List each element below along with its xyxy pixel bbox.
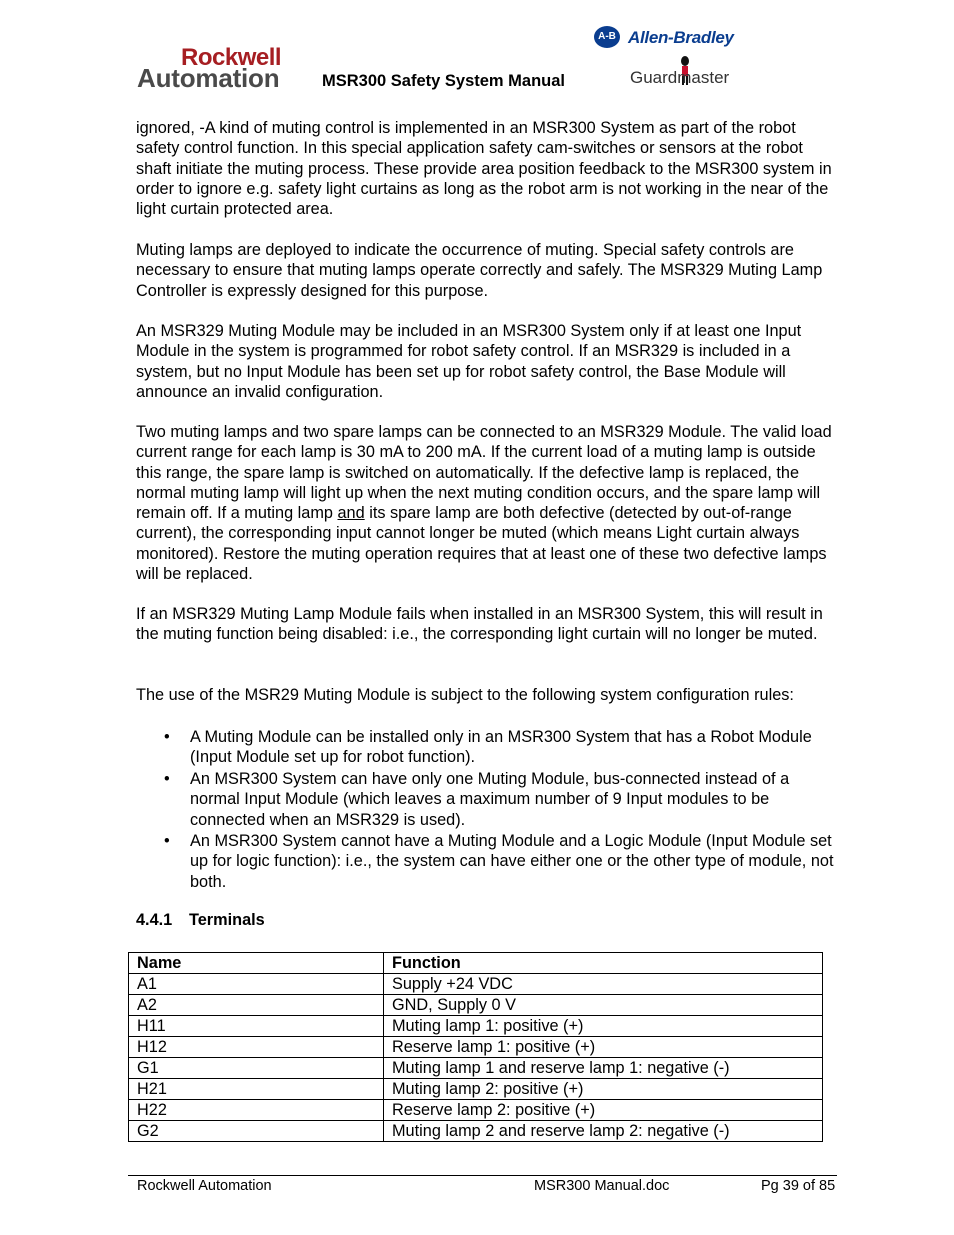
brand-line2: Automation [137,63,280,93]
table-row [129,1058,823,1079]
list-item-text: An MSR300 System can have only one Muting Module, bus-connected instead of a normal Input Module (which leaves a maximum number of 9 Input modules to be connected when an MSR329 is used). [190,769,790,829]
terminal-function: GND, Supply 0 V [384,995,823,1016]
terminals-table [128,952,823,1142]
terminal-function: Reserve lamp 1: positive (+) [384,1037,823,1058]
paragraph-config-rules: The use of the MSR29 Muting Module is subject to the following system configuration rules: [136,686,794,704]
ab-badge-icon: A-B [594,26,620,48]
allen-bradley-logo [594,26,744,50]
terminal-function: Muting lamp 2: positive (+) [384,1079,823,1100]
table-row [129,1100,823,1121]
paragraph-lamp-current [136,422,841,584]
brand-line1: Rockwell [181,44,282,71]
terminal-name: A1 [129,974,384,995]
table-row [129,1037,823,1058]
header-function: Function [384,953,823,974]
table-row [129,1121,823,1142]
list-item [136,831,841,892]
terminal-name: H12 [129,1037,384,1058]
terminal-name: G2 [129,1121,384,1142]
paragraph-muting-robot: ignored, -A kind of muting control is implemented in an MSR300 System as part of the robot safety control function. In this special application safety cam-switches or sensors at the robot shaft initiate the muting process. These provide area position feedback to the MSR300 system in order to ignore e.g. safety light curtains as long as the robot arm is not working in the near of the light curtain protected area. [136,119,832,219]
terminal-function: Reserve lamp 2: positive (+) [384,1100,823,1121]
list-item [136,727,841,768]
terminal-function: Muting lamp 1: positive (+) [384,1016,823,1037]
section-title: Terminals [189,911,265,929]
bullet-icon: • [164,769,170,788]
paragraph-module-failure: If an MSR329 Muting Lamp Module fails when installed in an MSR300 System, this will result in the muting function being disabled: i.e., the corresponding light curtain will no longer be muted. [136,605,823,644]
table-header-row [129,953,823,974]
paragraph-lamp-current-part1: Two muting lamps and two spare lamps can be connected to an MSR329 Module. The valid load current range for each lamp is 30 mA to 200 mA. If the current load of a muting lamp is outside this range, the spare lamp is switched on automatically. If the defective lamp is replaced, the normal muting lamp will light up when the next muting condition occurs, and the spare lamp will remain off. If a muting lamp [136,423,832,523]
paragraph-msr329-inclusion: An MSR329 Muting Module may be included in an MSR300 System only if at least one Input Module in the system is programmed for robot safety control. If an MSR329 is included in a system, but no Input Module has been set up for robot safety control, the Base Module will announce an invalid configuration. [136,322,802,401]
list-item-text: An MSR300 System cannot have a Muting Module and a Logic Module (Input Module set up for logic function): i.e., the system can have either one or the other type of module, not both. [190,831,834,891]
ab-brand-name: Allen-Bradley [628,28,734,47]
list-item-text: A Muting Module can be installed only in an MSR300 System that has a Robot Module (Input Module set up for robot function). [190,728,812,767]
section-number: 4.4.1 [136,911,173,929]
list-item [136,769,841,830]
terminal-function: Muting lamp 2 and reserve lamp 2: negative (-) [384,1121,823,1142]
header-name: Name [129,953,384,974]
guardmaster-logo [630,56,745,92]
bullet-icon: • [164,831,170,850]
underlined-and: and [337,504,365,523]
paragraph-muting-lamps: Muting lamps are deployed to indicate the occurrence of muting. Special safety controls are necessary to ensure that muting lamps operate correctly and safely. The MSR329 Muting Lamp Controller is expressly designed for this purpose. [136,241,823,300]
document-title: MSR300 Safety System Manual [322,72,566,90]
footer-divider [128,1175,837,1176]
terminal-name: H21 [129,1079,384,1100]
table-row [129,1079,823,1100]
terminal-name: H11 [129,1016,384,1037]
footer-filename: MSR300 Manual.doc [534,1178,670,1194]
terminal-function: Supply +24 VDC [384,974,823,995]
terminal-name: G1 [129,1058,384,1079]
bullet-icon: • [164,728,170,746]
table-row [129,974,823,995]
terminal-name: H22 [129,1100,384,1121]
terminal-name: A2 [129,995,384,1016]
footer-page-number: Pg 39 of 85 [761,1178,836,1194]
config-rules-list [136,727,841,893]
rockwell-automation-logo [137,44,313,92]
table-row [129,995,823,1016]
section-heading [136,911,265,930]
table-row [129,1016,823,1037]
paragraph-lamp-current-part2: its spare lamp are both defective (detected by out-of-range current), the corresponding input cannot longer be muted (which means Light curtain always monitored). Restore the muting operation requires that at least one of these two defective lamps will be replaced. [136,504,827,584]
terminal-function: Muting lamp 1 and reserve lamp 1: negative (-) [384,1058,823,1079]
footer-company: Rockwell Automation [137,1178,272,1194]
gm-brand-name: Guardmaster [630,68,730,87]
